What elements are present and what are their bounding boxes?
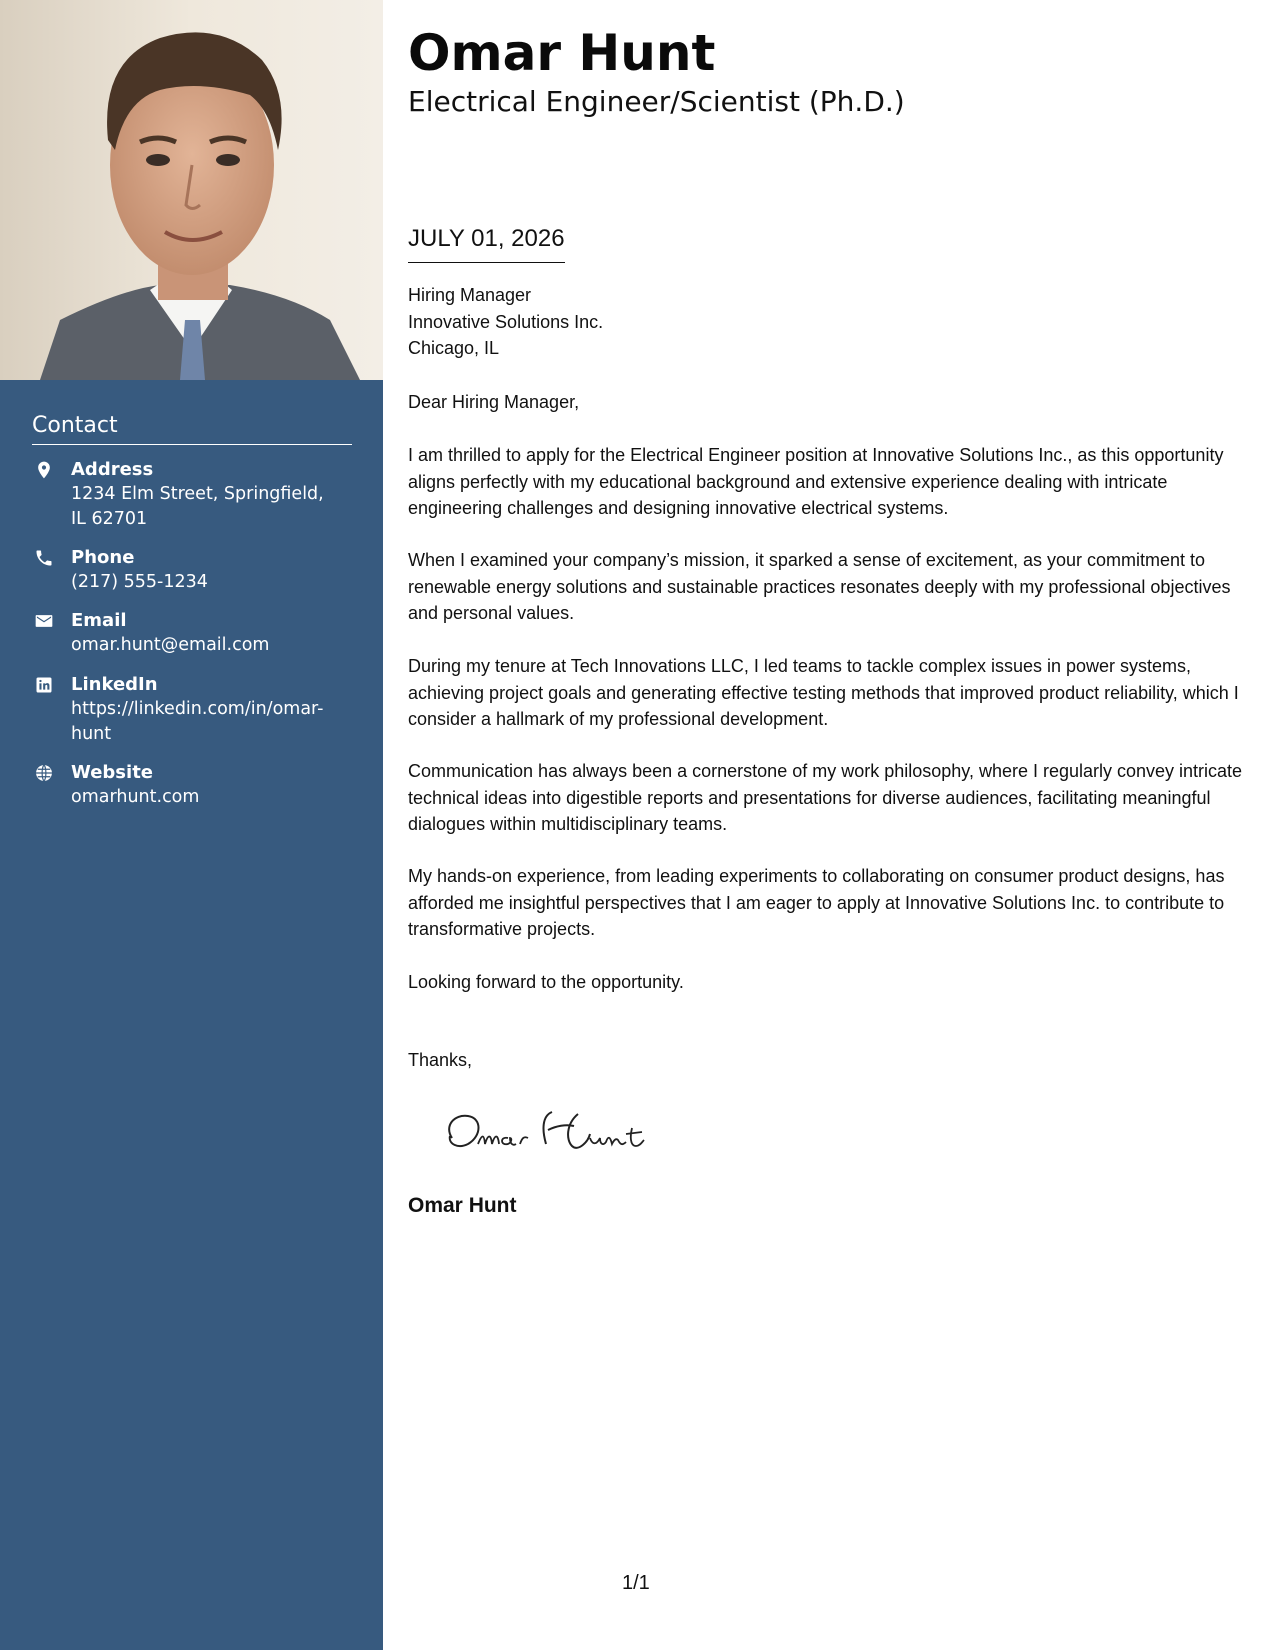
- phone-value[interactable]: (217) 555-1234: [71, 572, 208, 592]
- handwritten-signature: [438, 1100, 658, 1160]
- linkedin-label: LinkedIn: [71, 674, 158, 695]
- website-label: Website: [71, 762, 154, 783]
- recipient-company: Innovative Solutions Inc.: [408, 311, 604, 332]
- phone-label: Phone: [71, 547, 135, 568]
- paragraph-6: Looking forward to the opportunity.: [408, 972, 684, 992]
- paragraph-2: When I examined your company’s mission, it sparked a sense of excitement, as your commitment to renewable energy solutions and sustainable practices resonates deeply with my professional objectives and personal values.: [408, 550, 1231, 623]
- profile-photo: [0, 0, 383, 380]
- contact-heading: Contact: [32, 412, 352, 445]
- globe-icon: [34, 763, 54, 783]
- linkedin-icon: [34, 675, 54, 695]
- signed-name: Omar Hunt: [408, 1194, 517, 1217]
- address-label: Address: [71, 459, 154, 480]
- recipient-block: [408, 282, 603, 362]
- address-value: 1234 Elm Street, Springfield, IL 62701: [71, 484, 324, 529]
- linkedin-value[interactable]: https://linkedin.com/in/omar-hunt: [71, 699, 324, 744]
- sidebar: [0, 0, 383, 1650]
- recipient-title: Hiring Manager: [408, 285, 532, 305]
- recipient-location: Chicago, IL: [408, 338, 500, 358]
- paragraph-5: My hands-on experience, from leading experiments to collaborating on consumer product designs, has afforded me insightful perspectives that I am eager to apply at Innovative Solutions Inc. to contribute to transformative projects.: [408, 866, 1225, 939]
- location-pin-icon: [34, 460, 54, 480]
- paragraph-1: I am thrilled to apply for the Electrical Engineer position at Innovative Solutions Inc., as this opportunity aligns perfectly with my educational background and extensive experience dealing with intricate engineering challenges and designing innovative electrical systems.: [408, 445, 1224, 518]
- website-value[interactable]: omarhunt.com: [71, 787, 200, 807]
- applicant-role: Electrical Engineer/Scientist (Ph.D.): [408, 85, 905, 118]
- email-label: Email: [71, 610, 127, 631]
- phone-icon: [34, 548, 54, 568]
- page-number: 1/1: [622, 1572, 650, 1594]
- paragraph-3: During my tenure at Tech Innovations LLC, I led teams to tackle complex issues in power systems, achieving project goals and generating effective testing methods that improved product reliability, which I consider a hallmark of my professional development.: [408, 656, 1239, 729]
- letter-date: JULY 01, 2026: [408, 222, 565, 263]
- salutation: Dear Hiring Manager,: [408, 392, 580, 412]
- closing: Thanks,: [408, 1050, 473, 1070]
- envelope-icon: [34, 611, 54, 631]
- paragraph-4: Communication has always been a cornerstone of my work philosophy, where I regularly convey intricate technical ideas into digestible reports and presentations for diverse audiences, facilitating meaningful dialogues within multidisciplinary teams.: [408, 761, 1243, 834]
- email-value[interactable]: omar.hunt@email.com: [71, 635, 270, 655]
- applicant-name: Omar Hunt: [408, 24, 716, 82]
